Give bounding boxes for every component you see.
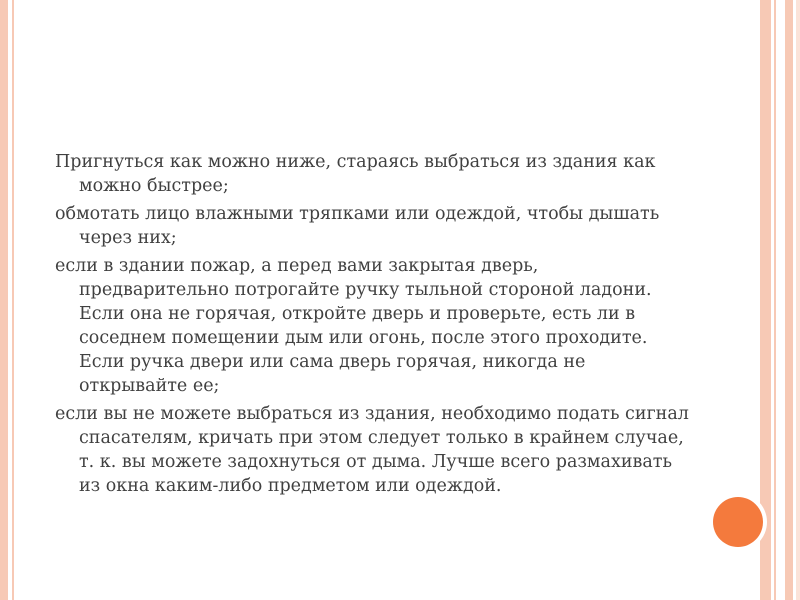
paragraph: если в здании пожар, а перед вами закрытая дверь, предварительно потрогайте ручку тыльной стороной ладони. Если она не горячая, откройте дверь и проверьте, есть ли в соседнем помещении дым или огонь, после этого проходите. Если ручка двери или сама дверь горячая, никогда не открывайте ее; xyxy=(55,256,652,396)
paragraph: Пригнуться как можно ниже, стараясь выбраться из здания как можно быстрее; xyxy=(55,152,656,196)
paragraph: если вы не можете выбраться из здания, необходимо подать сигнал спасателям, кричать при этом следует только в крайнем случае, т. к. вы можете задохнуться от дыма. Лучше всего размахивать из окна каким-либо предметом или одеждой. xyxy=(55,404,689,496)
right-border-band xyxy=(760,0,771,600)
slide-body xyxy=(55,150,690,502)
left-border-band xyxy=(0,0,8,600)
decorative-circle-icon xyxy=(713,497,763,547)
paragraph: обмотать лицо влажными тряпками или одеждой, чтобы дышать через них; xyxy=(55,204,660,248)
right-border-line xyxy=(796,0,800,600)
left-border-line xyxy=(12,0,14,600)
right-border-line xyxy=(774,0,776,600)
right-border-line xyxy=(785,0,793,600)
